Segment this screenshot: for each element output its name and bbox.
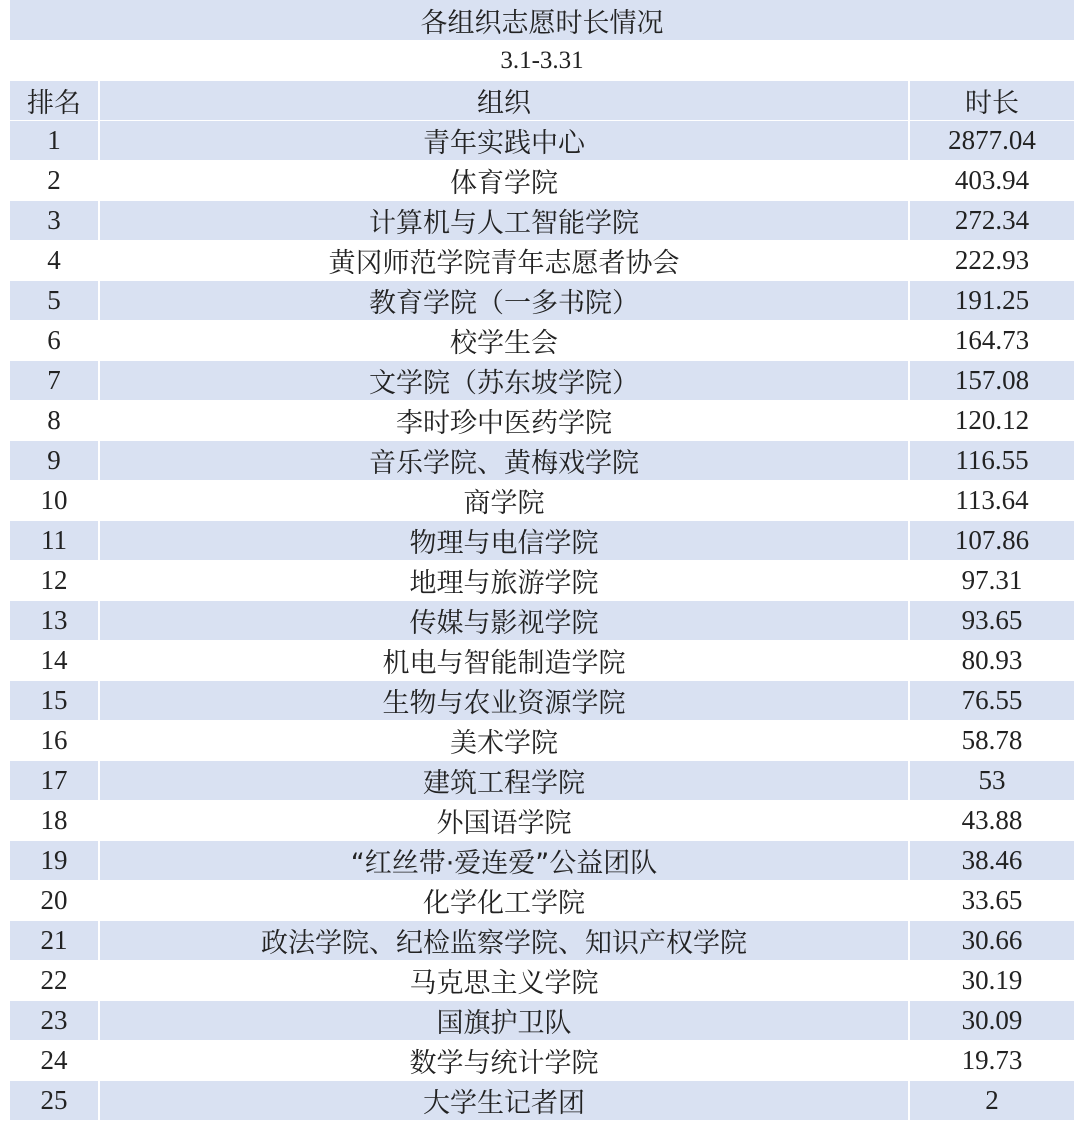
rank-cell: 16 bbox=[10, 721, 99, 761]
hours-cell: 222.93 bbox=[909, 241, 1074, 281]
table-row bbox=[10, 521, 1074, 561]
rank-cell: 5 bbox=[10, 281, 99, 321]
hours-cell: 116.55 bbox=[909, 441, 1074, 481]
hours-cell: 107.86 bbox=[909, 521, 1074, 561]
org-cell: 音乐学院、黄梅戏学院 bbox=[99, 441, 909, 481]
rank-cell: 13 bbox=[10, 601, 99, 641]
rank-cell: 11 bbox=[10, 521, 99, 561]
rank-cell: 10 bbox=[10, 481, 99, 521]
table-row bbox=[10, 641, 1074, 681]
org-cell: 教育学院（一多书院） bbox=[99, 281, 909, 321]
hours-cell: 113.64 bbox=[909, 481, 1074, 521]
table-row bbox=[10, 481, 1074, 521]
org-cell: 商学院 bbox=[99, 481, 909, 521]
org-cell: 国旗护卫队 bbox=[99, 1001, 909, 1041]
table-row bbox=[10, 441, 1074, 481]
org-cell: 美术学院 bbox=[99, 721, 909, 761]
org-cell: 大学生记者团 bbox=[99, 1081, 909, 1121]
org-cell: 政法学院、纪检监察学院、知识产权学院 bbox=[99, 921, 909, 961]
date-range: 3.1-3.31 bbox=[10, 41, 1074, 81]
org-cell: 地理与旅游学院 bbox=[99, 561, 909, 601]
rank-cell: 15 bbox=[10, 681, 99, 721]
org-cell: 机电与智能制造学院 bbox=[99, 641, 909, 681]
subtitle-row bbox=[10, 41, 1074, 81]
org-cell: 生物与农业资源学院 bbox=[99, 681, 909, 721]
rank-cell: 25 bbox=[10, 1081, 99, 1121]
hours-cell: 403.94 bbox=[909, 161, 1074, 201]
org-cell: 建筑工程学院 bbox=[99, 761, 909, 801]
hours-cell: 191.25 bbox=[909, 281, 1074, 321]
header-row bbox=[10, 81, 1074, 121]
hours-cell: 80.93 bbox=[909, 641, 1074, 681]
rank-cell: 1 bbox=[10, 121, 99, 161]
table-row bbox=[10, 961, 1074, 1001]
rank-cell: 2 bbox=[10, 161, 99, 201]
table-row bbox=[10, 841, 1074, 881]
table-title: 各组织志愿时长情况 bbox=[10, 0, 1074, 41]
org-cell: “红丝带·爱连爱”公益团队 bbox=[99, 841, 909, 881]
table-row bbox=[10, 121, 1074, 161]
table-row bbox=[10, 1081, 1074, 1121]
hours-cell: 120.12 bbox=[909, 401, 1074, 441]
table-row bbox=[10, 201, 1074, 241]
rank-cell: 22 bbox=[10, 961, 99, 1001]
rank-cell: 9 bbox=[10, 441, 99, 481]
table-row bbox=[10, 601, 1074, 641]
rank-cell: 24 bbox=[10, 1041, 99, 1081]
table-row bbox=[10, 161, 1074, 201]
table-row bbox=[10, 321, 1074, 361]
header-org: 组织 bbox=[99, 81, 909, 121]
rank-cell: 6 bbox=[10, 321, 99, 361]
rank-cell: 3 bbox=[10, 201, 99, 241]
table-row bbox=[10, 761, 1074, 801]
rank-cell: 20 bbox=[10, 881, 99, 921]
hours-cell: 30.09 bbox=[909, 1001, 1074, 1041]
volunteer-hours-table bbox=[10, 0, 1074, 1121]
rank-cell: 4 bbox=[10, 241, 99, 281]
org-cell: 文学院（苏东坡学院） bbox=[99, 361, 909, 401]
table-row bbox=[10, 361, 1074, 401]
rank-cell: 23 bbox=[10, 1001, 99, 1041]
hours-cell: 2 bbox=[909, 1081, 1074, 1121]
org-cell: 计算机与人工智能学院 bbox=[99, 201, 909, 241]
rank-cell: 21 bbox=[10, 921, 99, 961]
org-cell: 马克思主义学院 bbox=[99, 961, 909, 1001]
hours-cell: 164.73 bbox=[909, 321, 1074, 361]
hours-cell: 2877.04 bbox=[909, 121, 1074, 161]
table-row bbox=[10, 281, 1074, 321]
org-cell: 青年实践中心 bbox=[99, 121, 909, 161]
table-row bbox=[10, 1041, 1074, 1081]
table-row bbox=[10, 241, 1074, 281]
rank-cell: 17 bbox=[10, 761, 99, 801]
title-row bbox=[10, 0, 1074, 41]
table-row bbox=[10, 681, 1074, 721]
hours-cell: 30.19 bbox=[909, 961, 1074, 1001]
org-cell: 传媒与影视学院 bbox=[99, 601, 909, 641]
org-cell: 化学化工学院 bbox=[99, 881, 909, 921]
org-cell: 体育学院 bbox=[99, 161, 909, 201]
table-row bbox=[10, 921, 1074, 961]
table-row bbox=[10, 401, 1074, 441]
org-cell: 数学与统计学院 bbox=[99, 1041, 909, 1081]
table-row bbox=[10, 881, 1074, 921]
rank-cell: 7 bbox=[10, 361, 99, 401]
hours-cell: 157.08 bbox=[909, 361, 1074, 401]
hours-cell: 58.78 bbox=[909, 721, 1074, 761]
hours-cell: 30.66 bbox=[909, 921, 1074, 961]
hours-cell: 272.34 bbox=[909, 201, 1074, 241]
table-row bbox=[10, 801, 1074, 841]
hours-cell: 93.65 bbox=[909, 601, 1074, 641]
table-row bbox=[10, 1001, 1074, 1041]
hours-cell: 33.65 bbox=[909, 881, 1074, 921]
org-cell: 李时珍中医药学院 bbox=[99, 401, 909, 441]
table-row bbox=[10, 561, 1074, 601]
org-cell: 外国语学院 bbox=[99, 801, 909, 841]
header-rank: 排名 bbox=[10, 81, 99, 121]
org-cell: 黄冈师范学院青年志愿者协会 bbox=[99, 241, 909, 281]
rank-cell: 19 bbox=[10, 841, 99, 881]
rank-cell: 14 bbox=[10, 641, 99, 681]
rank-cell: 8 bbox=[10, 401, 99, 441]
volunteer-hours-sheet bbox=[10, 0, 1074, 1121]
header-hours: 时长 bbox=[909, 81, 1074, 121]
hours-cell: 43.88 bbox=[909, 801, 1074, 841]
rank-cell: 18 bbox=[10, 801, 99, 841]
rank-cell: 12 bbox=[10, 561, 99, 601]
org-cell: 物理与电信学院 bbox=[99, 521, 909, 561]
hours-cell: 76.55 bbox=[909, 681, 1074, 721]
hours-cell: 53 bbox=[909, 761, 1074, 801]
table-row bbox=[10, 721, 1074, 761]
hours-cell: 38.46 bbox=[909, 841, 1074, 881]
org-cell: 校学生会 bbox=[99, 321, 909, 361]
hours-cell: 97.31 bbox=[909, 561, 1074, 601]
hours-cell: 19.73 bbox=[909, 1041, 1074, 1081]
